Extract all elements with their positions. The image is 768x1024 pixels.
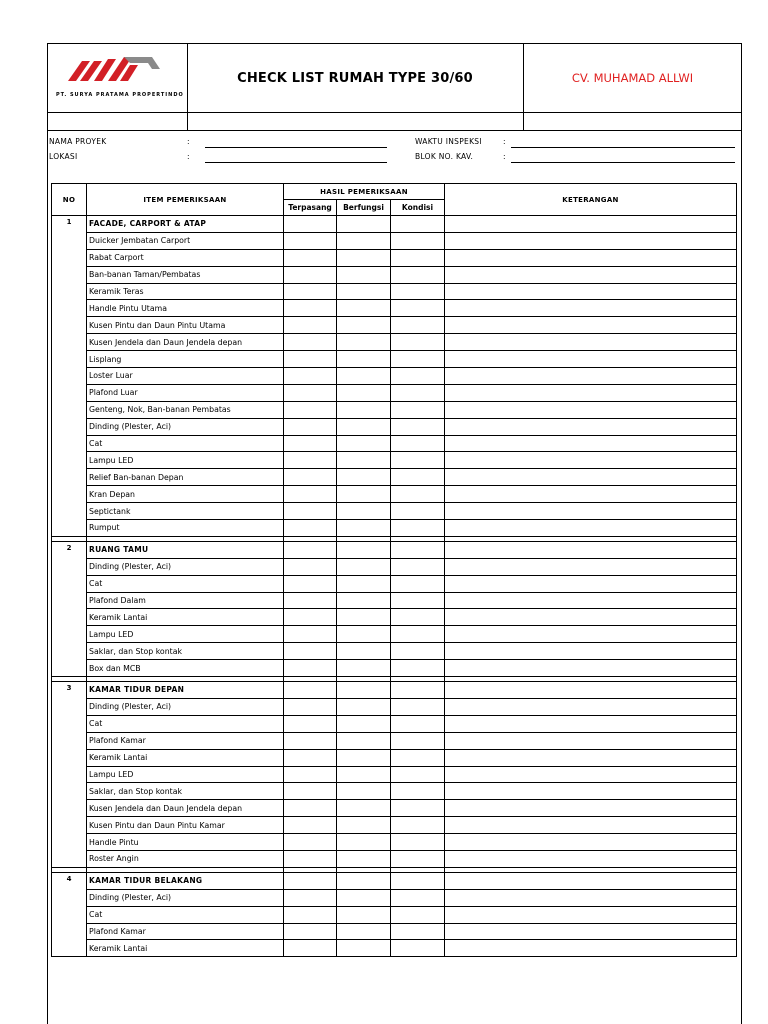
terpasang-cell[interactable] — [284, 435, 337, 452]
berfungsi-cell[interactable] — [337, 232, 391, 249]
item-label: Kusen Jendela dan Daun Jendela depan — [87, 800, 284, 817]
keterangan-cell[interactable] — [445, 850, 737, 867]
terpasang-cell[interactable] — [284, 300, 337, 317]
terpasang-cell[interactable] — [284, 486, 337, 503]
keterangan-cell[interactable] — [445, 418, 737, 435]
section-number: 2 — [52, 541, 87, 676]
table-row — [52, 783, 737, 800]
kondisi-cell[interactable] — [391, 575, 445, 592]
section-title: KAMAR TIDUR BELAKANG — [87, 872, 284, 889]
item-label: Cat — [87, 575, 284, 592]
keterangan-cell[interactable] — [445, 834, 737, 851]
col-berfungsi-header: Berfungsi — [337, 200, 391, 216]
blank-header-row — [48, 112, 741, 131]
table-row — [52, 486, 737, 503]
kondisi-cell[interactable] — [391, 317, 445, 334]
terpasang-cell[interactable] — [284, 682, 337, 699]
berfungsi-cell[interactable] — [337, 715, 391, 732]
kondisi-cell[interactable] — [391, 300, 445, 317]
section-header-row — [52, 541, 737, 558]
item-label: Dinding (Plester, Aci) — [87, 558, 284, 575]
section-title: KAMAR TIDUR DEPAN — [87, 682, 284, 699]
terpasang-cell[interactable] — [284, 889, 337, 906]
inspection-table — [51, 183, 737, 957]
berfungsi-cell[interactable] — [337, 872, 391, 889]
kondisi-cell[interactable] — [391, 469, 445, 486]
item-label: Keramik Lantai — [87, 940, 284, 957]
item-label: Cat — [87, 715, 284, 732]
item-label: Lampu LED — [87, 626, 284, 643]
kondisi-cell[interactable] — [391, 749, 445, 766]
keterangan-cell[interactable] — [445, 558, 737, 575]
terpasang-cell[interactable] — [284, 558, 337, 575]
table-row — [52, 817, 737, 834]
terpasang-cell[interactable] — [284, 715, 337, 732]
item-label: Kran Depan — [87, 486, 284, 503]
keterangan-cell[interactable] — [445, 300, 737, 317]
terpasang-cell[interactable] — [284, 216, 337, 233]
kondisi-cell[interactable] — [391, 872, 445, 889]
berfungsi-cell[interactable] — [337, 283, 391, 300]
col-keterangan-header: KETERANGAN — [445, 184, 737, 216]
table-row — [52, 698, 737, 715]
table-row — [52, 317, 737, 334]
terpasang-cell[interactable] — [284, 283, 337, 300]
keterangan-cell[interactable] — [445, 334, 737, 351]
item-label: Lampu LED — [87, 766, 284, 783]
berfungsi-cell[interactable] — [337, 401, 391, 418]
item-label: Kusen Jendela dan Daun Jendela depan — [87, 334, 284, 351]
berfungsi-cell[interactable] — [337, 940, 391, 957]
kondisi-cell[interactable] — [391, 834, 445, 851]
terpasang-cell[interactable] — [284, 626, 337, 643]
kondisi-cell[interactable] — [391, 351, 445, 368]
terpasang-cell[interactable] — [284, 906, 337, 923]
table-row — [52, 232, 737, 249]
item-label: Plafond Kamar — [87, 923, 284, 940]
kondisi-cell[interactable] — [391, 643, 445, 660]
section-header-row — [52, 872, 737, 889]
item-label: Loster Luar — [87, 368, 284, 385]
berfungsi-cell[interactable] — [337, 334, 391, 351]
keterangan-cell[interactable] — [445, 609, 737, 626]
terpasang-cell[interactable] — [284, 783, 337, 800]
kondisi-cell[interactable] — [391, 418, 445, 435]
item-label: Dinding (Plester, Aci) — [87, 418, 284, 435]
kondisi-cell[interactable] — [391, 682, 445, 699]
berfungsi-cell[interactable] — [337, 216, 391, 233]
berfungsi-cell[interactable] — [337, 435, 391, 452]
col-no-header: NO — [52, 184, 87, 216]
table-row — [52, 889, 737, 906]
keterangan-cell[interactable] — [445, 368, 737, 385]
waktu-inspeksi-field[interactable] — [511, 147, 735, 148]
keterangan-cell[interactable] — [445, 817, 737, 834]
item-label: Keramik Lantai — [87, 749, 284, 766]
table-row — [52, 249, 737, 266]
section-number: 3 — [52, 682, 87, 868]
keterangan-cell[interactable] — [445, 401, 737, 418]
terpasang-cell[interactable] — [284, 660, 337, 677]
terpasang-cell[interactable] — [284, 872, 337, 889]
item-label: Septictank — [87, 503, 284, 520]
berfungsi-cell[interactable] — [337, 660, 391, 677]
table-row — [52, 401, 737, 418]
kondisi-cell[interactable] — [391, 266, 445, 283]
berfungsi-cell[interactable] — [337, 541, 391, 558]
col-terpasang-header: Terpasang — [284, 200, 337, 216]
company-name: CV. MUHAMAD ALLWI — [571, 71, 694, 85]
section-title: RUANG TAMU — [87, 541, 284, 558]
kondisi-cell[interactable] — [391, 850, 445, 867]
berfungsi-cell[interactable] — [337, 520, 391, 537]
item-label: Handle Pintu — [87, 834, 284, 851]
berfungsi-cell[interactable] — [337, 266, 391, 283]
section-number: 1 — [52, 216, 87, 537]
company-logo-icon — [68, 51, 160, 89]
berfungsi-cell[interactable] — [337, 452, 391, 469]
terpasang-cell[interactable] — [284, 249, 337, 266]
keterangan-cell[interactable] — [445, 783, 737, 800]
section-title: FACADE, CARPORT & ATAP — [87, 216, 284, 233]
berfungsi-cell[interactable] — [337, 906, 391, 923]
kondisi-cell[interactable] — [391, 334, 445, 351]
kondisi-cell[interactable] — [391, 368, 445, 385]
berfungsi-cell[interactable] — [337, 384, 391, 401]
berfungsi-cell[interactable] — [337, 800, 391, 817]
kondisi-cell[interactable] — [391, 503, 445, 520]
kondisi-cell[interactable] — [391, 435, 445, 452]
table-row — [52, 266, 737, 283]
keterangan-cell[interactable] — [445, 698, 737, 715]
keterangan-cell[interactable] — [445, 660, 737, 677]
table-row — [52, 766, 737, 783]
item-label: Handle Pintu Utama — [87, 300, 284, 317]
colon: : — [503, 137, 506, 146]
table-row — [52, 452, 737, 469]
keterangan-cell[interactable] — [445, 923, 737, 940]
kondisi-cell[interactable] — [391, 609, 445, 626]
item-label: Saklar, dan Stop kontak — [87, 783, 284, 800]
berfungsi-cell[interactable] — [337, 626, 391, 643]
berfungsi-cell[interactable] — [337, 317, 391, 334]
keterangan-cell[interactable] — [445, 283, 737, 300]
table-row — [52, 418, 737, 435]
nama-proyek-field[interactable] — [205, 147, 387, 148]
table-row — [52, 749, 737, 766]
table-row — [52, 520, 737, 537]
table-row — [52, 558, 737, 575]
kondisi-cell[interactable] — [391, 626, 445, 643]
table-row — [52, 906, 737, 923]
table-row — [52, 384, 737, 401]
keterangan-cell[interactable] — [445, 520, 737, 537]
table-row — [52, 300, 737, 317]
keterangan-cell[interactable] — [445, 469, 737, 486]
lokasi-field[interactable] — [205, 162, 387, 163]
table-row — [52, 643, 737, 660]
item-label: Box dan MCB — [87, 660, 284, 677]
keterangan-cell[interactable] — [445, 592, 737, 609]
table-row — [52, 940, 737, 957]
document-title: CHECK LIST RUMAH TYPE 30/60 — [187, 44, 524, 112]
kondisi-cell[interactable] — [391, 817, 445, 834]
berfungsi-cell[interactable] — [337, 418, 391, 435]
nama-proyek-label: NAMA PROYEK — [49, 137, 107, 146]
berfungsi-cell[interactable] — [337, 249, 391, 266]
keterangan-cell[interactable] — [445, 541, 737, 558]
terpasang-cell[interactable] — [284, 592, 337, 609]
section-header-row — [52, 216, 737, 233]
logo-cell — [48, 44, 188, 112]
berfungsi-cell[interactable] — [337, 486, 391, 503]
kondisi-cell[interactable] — [391, 940, 445, 957]
terpasang-cell[interactable] — [284, 503, 337, 520]
berfungsi-cell[interactable] — [337, 850, 391, 867]
lokasi-label: LOKASI — [49, 152, 78, 161]
keterangan-cell[interactable] — [445, 732, 737, 749]
keterangan-cell[interactable] — [445, 503, 737, 520]
terpasang-cell[interactable] — [284, 800, 337, 817]
terpasang-cell[interactable] — [284, 643, 337, 660]
kondisi-cell[interactable] — [391, 889, 445, 906]
terpasang-cell[interactable] — [284, 609, 337, 626]
berfungsi-cell[interactable] — [337, 889, 391, 906]
blok-kav-field[interactable] — [511, 162, 735, 163]
kondisi-cell[interactable] — [391, 783, 445, 800]
berfungsi-cell[interactable] — [337, 783, 391, 800]
keterangan-cell[interactable] — [445, 872, 737, 889]
terpasang-cell[interactable] — [284, 575, 337, 592]
keterangan-cell[interactable] — [445, 351, 737, 368]
berfungsi-cell[interactable] — [337, 368, 391, 385]
keterangan-cell[interactable] — [445, 249, 737, 266]
kondisi-cell[interactable] — [391, 906, 445, 923]
terpasang-cell[interactable] — [284, 850, 337, 867]
berfungsi-cell[interactable] — [337, 351, 391, 368]
colon: : — [187, 152, 190, 161]
berfungsi-cell[interactable] — [337, 300, 391, 317]
table-row — [52, 368, 737, 385]
keterangan-cell[interactable] — [445, 216, 737, 233]
terpasang-cell[interactable] — [284, 401, 337, 418]
berfungsi-cell[interactable] — [337, 682, 391, 699]
berfungsi-cell[interactable] — [337, 698, 391, 715]
keterangan-cell[interactable] — [445, 766, 737, 783]
keterangan-cell[interactable] — [445, 435, 737, 452]
col-kondisi-header: Kondisi — [391, 200, 445, 216]
col-hasil-header: HASIL PEMERIKSAAN — [284, 184, 445, 200]
terpasang-cell[interactable] — [284, 418, 337, 435]
item-label: Dinding (Plester, Aci) — [87, 889, 284, 906]
blok-kav-label: BLOK NO. KAV. — [415, 152, 474, 161]
section-number: 4 — [52, 872, 87, 956]
kondisi-cell[interactable] — [391, 520, 445, 537]
keterangan-cell[interactable] — [445, 384, 737, 401]
terpasang-cell[interactable] — [284, 452, 337, 469]
kondisi-cell[interactable] — [391, 732, 445, 749]
table-row — [52, 469, 737, 486]
kondisi-cell[interactable] — [391, 401, 445, 418]
item-label: Kusen Pintu dan Daun Pintu Kamar — [87, 817, 284, 834]
table-row — [52, 435, 737, 452]
keterangan-cell[interactable] — [445, 626, 737, 643]
item-label: Cat — [87, 435, 284, 452]
kondisi-cell[interactable] — [391, 486, 445, 503]
berfungsi-cell[interactable] — [337, 558, 391, 575]
table-row — [52, 923, 737, 940]
kondisi-cell[interactable] — [391, 660, 445, 677]
kondisi-cell[interactable] — [391, 216, 445, 233]
item-label: Keramik Lantai — [87, 609, 284, 626]
item-label: Plafond Dalam — [87, 592, 284, 609]
kondisi-cell[interactable] — [391, 800, 445, 817]
table-row — [52, 575, 737, 592]
terpasang-cell[interactable] — [284, 749, 337, 766]
berfungsi-cell[interactable] — [337, 766, 391, 783]
col-item-header: ITEM PEMERIKSAAN — [87, 184, 284, 216]
table-row — [52, 609, 737, 626]
table-row — [52, 334, 737, 351]
keterangan-cell[interactable] — [445, 452, 737, 469]
terpasang-cell[interactable] — [284, 266, 337, 283]
table-row — [52, 660, 737, 677]
kondisi-cell[interactable] — [391, 715, 445, 732]
item-label: Duicker Jembatan Carport — [87, 232, 284, 249]
berfungsi-cell[interactable] — [337, 923, 391, 940]
terpasang-cell[interactable] — [284, 368, 337, 385]
berfungsi-cell[interactable] — [337, 817, 391, 834]
table-row — [52, 626, 737, 643]
keterangan-cell[interactable] — [445, 643, 737, 660]
item-label: Keramik Teras — [87, 283, 284, 300]
kondisi-cell[interactable] — [391, 766, 445, 783]
keterangan-cell[interactable] — [445, 749, 737, 766]
keterangan-cell[interactable] — [445, 889, 737, 906]
keterangan-cell[interactable] — [445, 575, 737, 592]
kondisi-cell[interactable] — [391, 384, 445, 401]
table-row — [52, 715, 737, 732]
item-label: Plafond Kamar — [87, 732, 284, 749]
terpasang-cell[interactable] — [284, 384, 337, 401]
item-label: Relief Ban-banan Depan — [87, 469, 284, 486]
item-label: Rumput — [87, 520, 284, 537]
kondisi-cell[interactable] — [391, 698, 445, 715]
table-row — [52, 592, 737, 609]
item-label: Genteng, Nok, Ban-banan Pembatas — [87, 401, 284, 418]
table-row — [52, 503, 737, 520]
item-label: Saklar, dan Stop kontak — [87, 643, 284, 660]
item-label: Rabat Carport — [87, 249, 284, 266]
item-label: Lisplang — [87, 351, 284, 368]
table-row — [52, 850, 737, 867]
berfungsi-cell[interactable] — [337, 749, 391, 766]
keterangan-cell[interactable] — [445, 682, 737, 699]
header — [48, 44, 741, 113]
terpasang-cell[interactable] — [284, 351, 337, 368]
berfungsi-cell[interactable] — [337, 469, 391, 486]
item-label: Plafond Luar — [87, 384, 284, 401]
berfungsi-cell[interactable] — [337, 732, 391, 749]
keterangan-cell[interactable] — [445, 715, 737, 732]
waktu-inspeksi-label: WAKTU INSPEKSI — [415, 137, 482, 146]
terpasang-cell[interactable] — [284, 334, 337, 351]
item-label: Cat — [87, 906, 284, 923]
kondisi-cell[interactable] — [391, 452, 445, 469]
terpasang-cell[interactable] — [284, 698, 337, 715]
item-label: Roster Angin — [87, 850, 284, 867]
terpasang-cell[interactable] — [284, 317, 337, 334]
berfungsi-cell[interactable] — [337, 592, 391, 609]
kondisi-cell[interactable] — [391, 558, 445, 575]
terpasang-cell[interactable] — [284, 541, 337, 558]
kondisi-cell[interactable] — [391, 283, 445, 300]
kondisi-cell[interactable] — [391, 541, 445, 558]
keterangan-cell[interactable] — [445, 486, 737, 503]
terpasang-cell[interactable] — [284, 834, 337, 851]
kondisi-cell[interactable] — [391, 923, 445, 940]
keterangan-cell[interactable] — [445, 940, 737, 957]
terpasang-cell[interactable] — [284, 469, 337, 486]
terpasang-cell[interactable] — [284, 766, 337, 783]
table-row — [52, 283, 737, 300]
keterangan-cell[interactable] — [445, 317, 737, 334]
kondisi-cell[interactable] — [391, 232, 445, 249]
berfungsi-cell[interactable] — [337, 834, 391, 851]
berfungsi-cell[interactable] — [337, 609, 391, 626]
item-label: Dinding (Plester, Aci) — [87, 698, 284, 715]
table-row — [52, 732, 737, 749]
keterangan-cell[interactable] — [445, 232, 737, 249]
section-header-row — [52, 682, 737, 699]
item-label: Ban-banan Taman/Pembatas — [87, 266, 284, 283]
berfungsi-cell[interactable] — [337, 575, 391, 592]
kondisi-cell[interactable] — [391, 249, 445, 266]
terpasang-cell[interactable] — [284, 940, 337, 957]
item-label: Lampu LED — [87, 452, 284, 469]
table-row — [52, 351, 737, 368]
keterangan-cell[interactable] — [445, 800, 737, 817]
table-row — [52, 800, 737, 817]
terpasang-cell[interactable] — [284, 817, 337, 834]
terpasang-cell[interactable] — [284, 232, 337, 249]
item-label: Kusen Pintu dan Daun Pintu Utama — [87, 317, 284, 334]
keterangan-cell[interactable] — [445, 266, 737, 283]
berfungsi-cell[interactable] — [337, 503, 391, 520]
terpasang-cell[interactable] — [284, 520, 337, 537]
terpasang-cell[interactable] — [284, 923, 337, 940]
keterangan-cell[interactable] — [445, 906, 737, 923]
logo-text: PT. SURYA PRATAMA PROPERTINDO — [56, 92, 184, 98]
colon: : — [503, 152, 506, 161]
colon: : — [187, 137, 190, 146]
table-row — [52, 834, 737, 851]
kondisi-cell[interactable] — [391, 592, 445, 609]
berfungsi-cell[interactable] — [337, 643, 391, 660]
terpasang-cell[interactable] — [284, 732, 337, 749]
